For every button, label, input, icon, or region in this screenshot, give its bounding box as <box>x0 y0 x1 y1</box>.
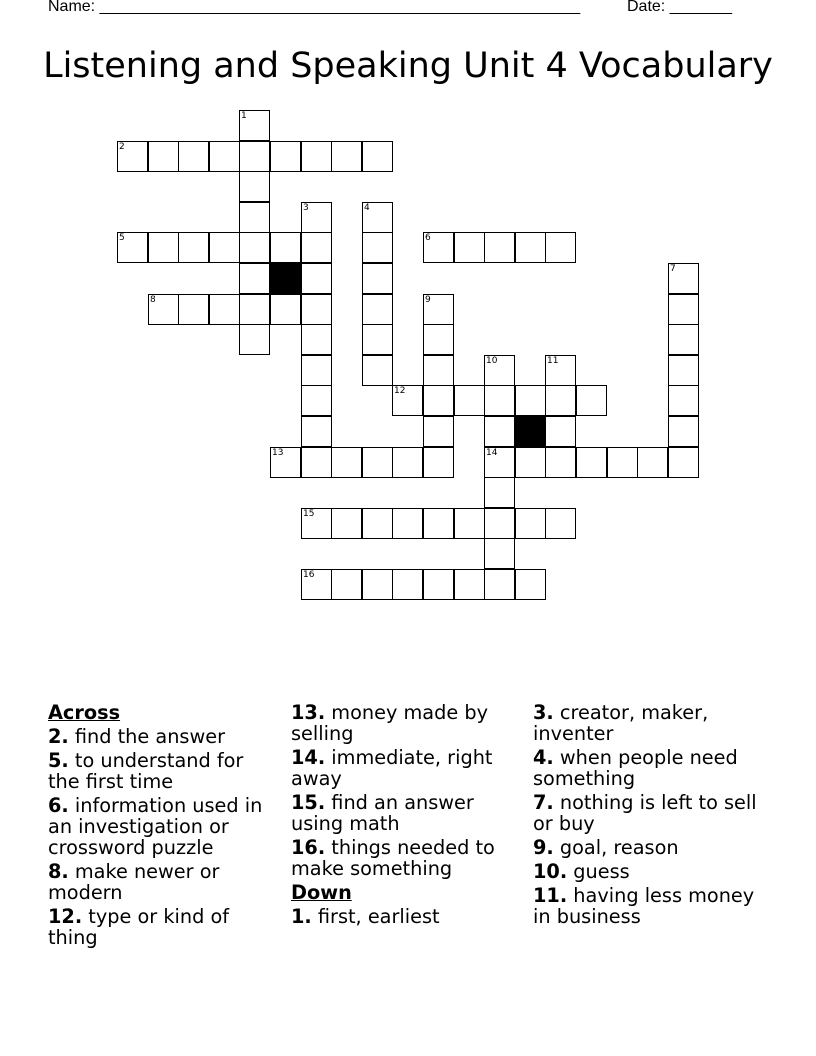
clue-item <box>291 747 523 789</box>
cell-number: 1 <box>241 111 247 121</box>
clue-number: 2. <box>48 725 69 748</box>
grid-cell[interactable] <box>148 232 179 263</box>
grid-cell[interactable] <box>270 141 301 172</box>
down-clues-list <box>291 906 523 927</box>
name-field[interactable]: Name: ______________________________________________________ <box>48 0 581 15</box>
grid-cell[interactable] <box>454 508 485 539</box>
grid-cell[interactable] <box>484 232 515 263</box>
clue-item <box>533 747 765 789</box>
grid-cell[interactable] <box>392 508 423 539</box>
grid-cell[interactable] <box>117 141 148 172</box>
clue-text: immediate, right away <box>291 746 493 790</box>
grid-cell[interactable] <box>178 294 209 325</box>
clue-item <box>533 837 765 858</box>
grid-cell[interactable] <box>484 569 515 600</box>
grid-cell[interactable] <box>423 416 454 447</box>
across-clues-list-cont <box>291 702 523 879</box>
grid-cell[interactable] <box>239 110 270 141</box>
grid-cell[interactable] <box>301 263 332 294</box>
grid-cell[interactable] <box>515 232 546 263</box>
grid-cell[interactable] <box>484 416 515 447</box>
clue-number: 9. <box>533 836 554 859</box>
cell-number: 11 <box>547 356 559 366</box>
grid-cell[interactable] <box>301 385 332 416</box>
grid-cell[interactable] <box>362 232 393 263</box>
grid-cell[interactable] <box>331 447 362 478</box>
clue-text: having less money in business <box>533 884 755 928</box>
clue-text: find the answer <box>68 725 226 748</box>
clue-number: 15. <box>291 791 326 814</box>
clue-text: things needed to make something <box>291 836 495 880</box>
grid-cell[interactable] <box>545 232 576 263</box>
grid-cell[interactable] <box>637 447 668 478</box>
cell-number: 7 <box>670 264 676 274</box>
cell-number: 3 <box>303 203 309 213</box>
clue-text: find an answer using math <box>291 791 474 835</box>
grid-cell[interactable] <box>423 569 454 600</box>
grid-cell[interactable] <box>576 385 607 416</box>
clue-number: 11. <box>533 884 568 907</box>
grid-cell[interactable] <box>423 447 454 478</box>
date-field[interactable]: Date: _______ <box>627 0 732 15</box>
grid-cell[interactable] <box>362 324 393 355</box>
grid-cell[interactable] <box>270 232 301 263</box>
grid-cell[interactable] <box>668 324 699 355</box>
cell-number: 12 <box>394 386 406 396</box>
grid-cell[interactable] <box>148 141 179 172</box>
grid-cell[interactable] <box>515 385 546 416</box>
grid-cell[interactable] <box>545 416 576 447</box>
clue-item <box>533 885 765 927</box>
grid-cell[interactable] <box>668 263 699 294</box>
clue-text: nothing is left to sell or buy <box>533 791 757 835</box>
grid-cell-black <box>270 263 301 294</box>
grid-cell[interactable] <box>392 385 423 416</box>
grid-cell[interactable] <box>362 202 393 233</box>
clue-number: 8. <box>48 860 69 883</box>
grid-cell[interactable] <box>239 171 270 202</box>
grid-cell[interactable] <box>301 447 332 478</box>
grid-cell-black <box>515 416 546 447</box>
grid-cell[interactable] <box>607 447 638 478</box>
clue-item <box>48 750 280 792</box>
cell-number: 14 <box>486 448 498 458</box>
grid-cell[interactable] <box>484 385 515 416</box>
grid-cell[interactable] <box>484 355 515 386</box>
clue-item <box>48 795 280 858</box>
grid-cell[interactable] <box>454 232 485 263</box>
clue-item <box>291 906 523 927</box>
cell-number: 10 <box>486 356 498 366</box>
grid-cell[interactable] <box>423 324 454 355</box>
cell-number: 6 <box>425 233 431 243</box>
clue-item <box>48 861 280 903</box>
cell-number: 13 <box>272 448 284 458</box>
cell-number: 2 <box>119 142 125 152</box>
clue-item <box>48 726 280 747</box>
grid-cell[interactable] <box>362 508 393 539</box>
grid-cell[interactable] <box>178 232 209 263</box>
grid-cell[interactable] <box>484 477 515 508</box>
clue-column-2 <box>291 702 523 930</box>
clue-text: when people need something <box>533 746 738 790</box>
grid-cell[interactable] <box>454 385 485 416</box>
clue-item <box>291 792 523 834</box>
cell-number: 8 <box>150 295 156 305</box>
clue-number: 10. <box>533 860 568 883</box>
cell-number: 15 <box>303 509 315 519</box>
down-heading: Down <box>291 881 352 904</box>
page-title: Listening and Speaking Unit 4 Vocabulary <box>43 46 773 86</box>
grid-cell[interactable] <box>668 416 699 447</box>
grid-cell[interactable] <box>454 569 485 600</box>
clue-text: make newer or modern <box>48 860 220 904</box>
grid-cell[interactable] <box>148 294 179 325</box>
grid-cell[interactable] <box>362 355 393 386</box>
grid-cell[interactable] <box>270 294 301 325</box>
grid-cell[interactable] <box>423 232 454 263</box>
grid-cell[interactable] <box>239 202 270 233</box>
grid-cell[interactable] <box>362 294 393 325</box>
clue-number: 3. <box>533 701 554 724</box>
grid-cell[interactable] <box>484 538 515 569</box>
grid-cell[interactable] <box>423 385 454 416</box>
grid-cell[interactable] <box>209 141 240 172</box>
grid-cell[interactable] <box>545 508 576 539</box>
clue-number: 13. <box>291 701 326 724</box>
clue-item <box>291 702 523 744</box>
grid-cell[interactable] <box>423 508 454 539</box>
clue-number: 7. <box>533 791 554 814</box>
grid-cell[interactable] <box>239 263 270 294</box>
cell-number: 5 <box>119 233 125 243</box>
clue-text: first, earliest <box>311 905 440 928</box>
grid-cell[interactable] <box>209 232 240 263</box>
clue-item <box>48 906 280 948</box>
grid-cell[interactable] <box>484 447 515 478</box>
across-heading: Across <box>48 701 121 724</box>
grid-cell[interactable] <box>362 569 393 600</box>
grid-cell[interactable] <box>362 263 393 294</box>
clue-text: money made by selling <box>291 701 488 745</box>
grid-cell[interactable] <box>423 355 454 386</box>
cell-number: 4 <box>364 203 370 213</box>
grid-cell[interactable] <box>117 232 148 263</box>
grid-cell[interactable] <box>209 294 240 325</box>
grid-cell[interactable] <box>301 569 332 600</box>
clue-number: 1. <box>291 905 312 928</box>
grid-cell[interactable] <box>545 385 576 416</box>
clue-column-1 <box>48 702 280 951</box>
grid-cell[interactable] <box>545 447 576 478</box>
grid-cell[interactable] <box>301 202 332 233</box>
grid-cell[interactable] <box>301 355 332 386</box>
across-clues-list <box>48 726 280 948</box>
grid-cell[interactable] <box>362 141 393 172</box>
clue-text: creator, maker, inventer <box>533 701 709 745</box>
grid-cell[interactable] <box>484 508 515 539</box>
grid-cell[interactable] <box>515 569 546 600</box>
clue-item <box>533 792 765 834</box>
clue-number: 12. <box>48 905 83 928</box>
grid-cell[interactable] <box>392 447 423 478</box>
grid-cell[interactable] <box>301 232 332 263</box>
cell-number: 16 <box>303 570 315 580</box>
grid-cell[interactable] <box>668 355 699 386</box>
grid-cell[interactable] <box>668 385 699 416</box>
clue-text: information used in an investigation or crossword puzzle <box>48 794 263 859</box>
grid-cell[interactable] <box>239 232 270 263</box>
clue-text: goal, reason <box>553 836 679 859</box>
clue-text: to understand for the first time <box>48 749 244 793</box>
grid-cell[interactable] <box>331 569 362 600</box>
grid-cell[interactable] <box>362 447 393 478</box>
grid-cell[interactable] <box>668 294 699 325</box>
grid-cell[interactable] <box>515 508 546 539</box>
grid-cell[interactable] <box>178 141 209 172</box>
grid-cell[interactable] <box>239 324 270 355</box>
clue-number: 6. <box>48 794 69 817</box>
clue-item <box>533 861 765 882</box>
grid-cell[interactable] <box>392 569 423 600</box>
grid-cell[interactable] <box>239 294 270 325</box>
grid-cell[interactable] <box>301 294 332 325</box>
cell-number: 9 <box>425 295 431 305</box>
clue-item <box>291 837 523 879</box>
grid-cell[interactable] <box>301 324 332 355</box>
grid-cell[interactable] <box>301 416 332 447</box>
clue-item <box>533 702 765 744</box>
down-clues-list-cont <box>533 702 765 927</box>
grid-cell[interactable] <box>423 294 454 325</box>
grid-cell[interactable] <box>515 447 546 478</box>
grid-cell[interactable] <box>301 508 332 539</box>
clue-column-3 <box>533 702 765 930</box>
grid-cell[interactable] <box>331 508 362 539</box>
grid-cell[interactable] <box>270 447 301 478</box>
clue-number: 14. <box>291 746 326 769</box>
clue-number: 4. <box>533 746 554 769</box>
clue-text: type or kind of thing <box>48 905 230 949</box>
grid-cell[interactable] <box>331 141 362 172</box>
clue-number: 16. <box>291 836 326 859</box>
grid-cell[interactable] <box>545 355 576 386</box>
clue-text: guess <box>567 860 630 883</box>
grid-cell[interactable] <box>301 141 332 172</box>
grid-cell[interactable] <box>668 447 699 478</box>
clue-number: 5. <box>48 749 69 772</box>
grid-cell[interactable] <box>239 141 270 172</box>
grid-cell[interactable] <box>576 447 607 478</box>
